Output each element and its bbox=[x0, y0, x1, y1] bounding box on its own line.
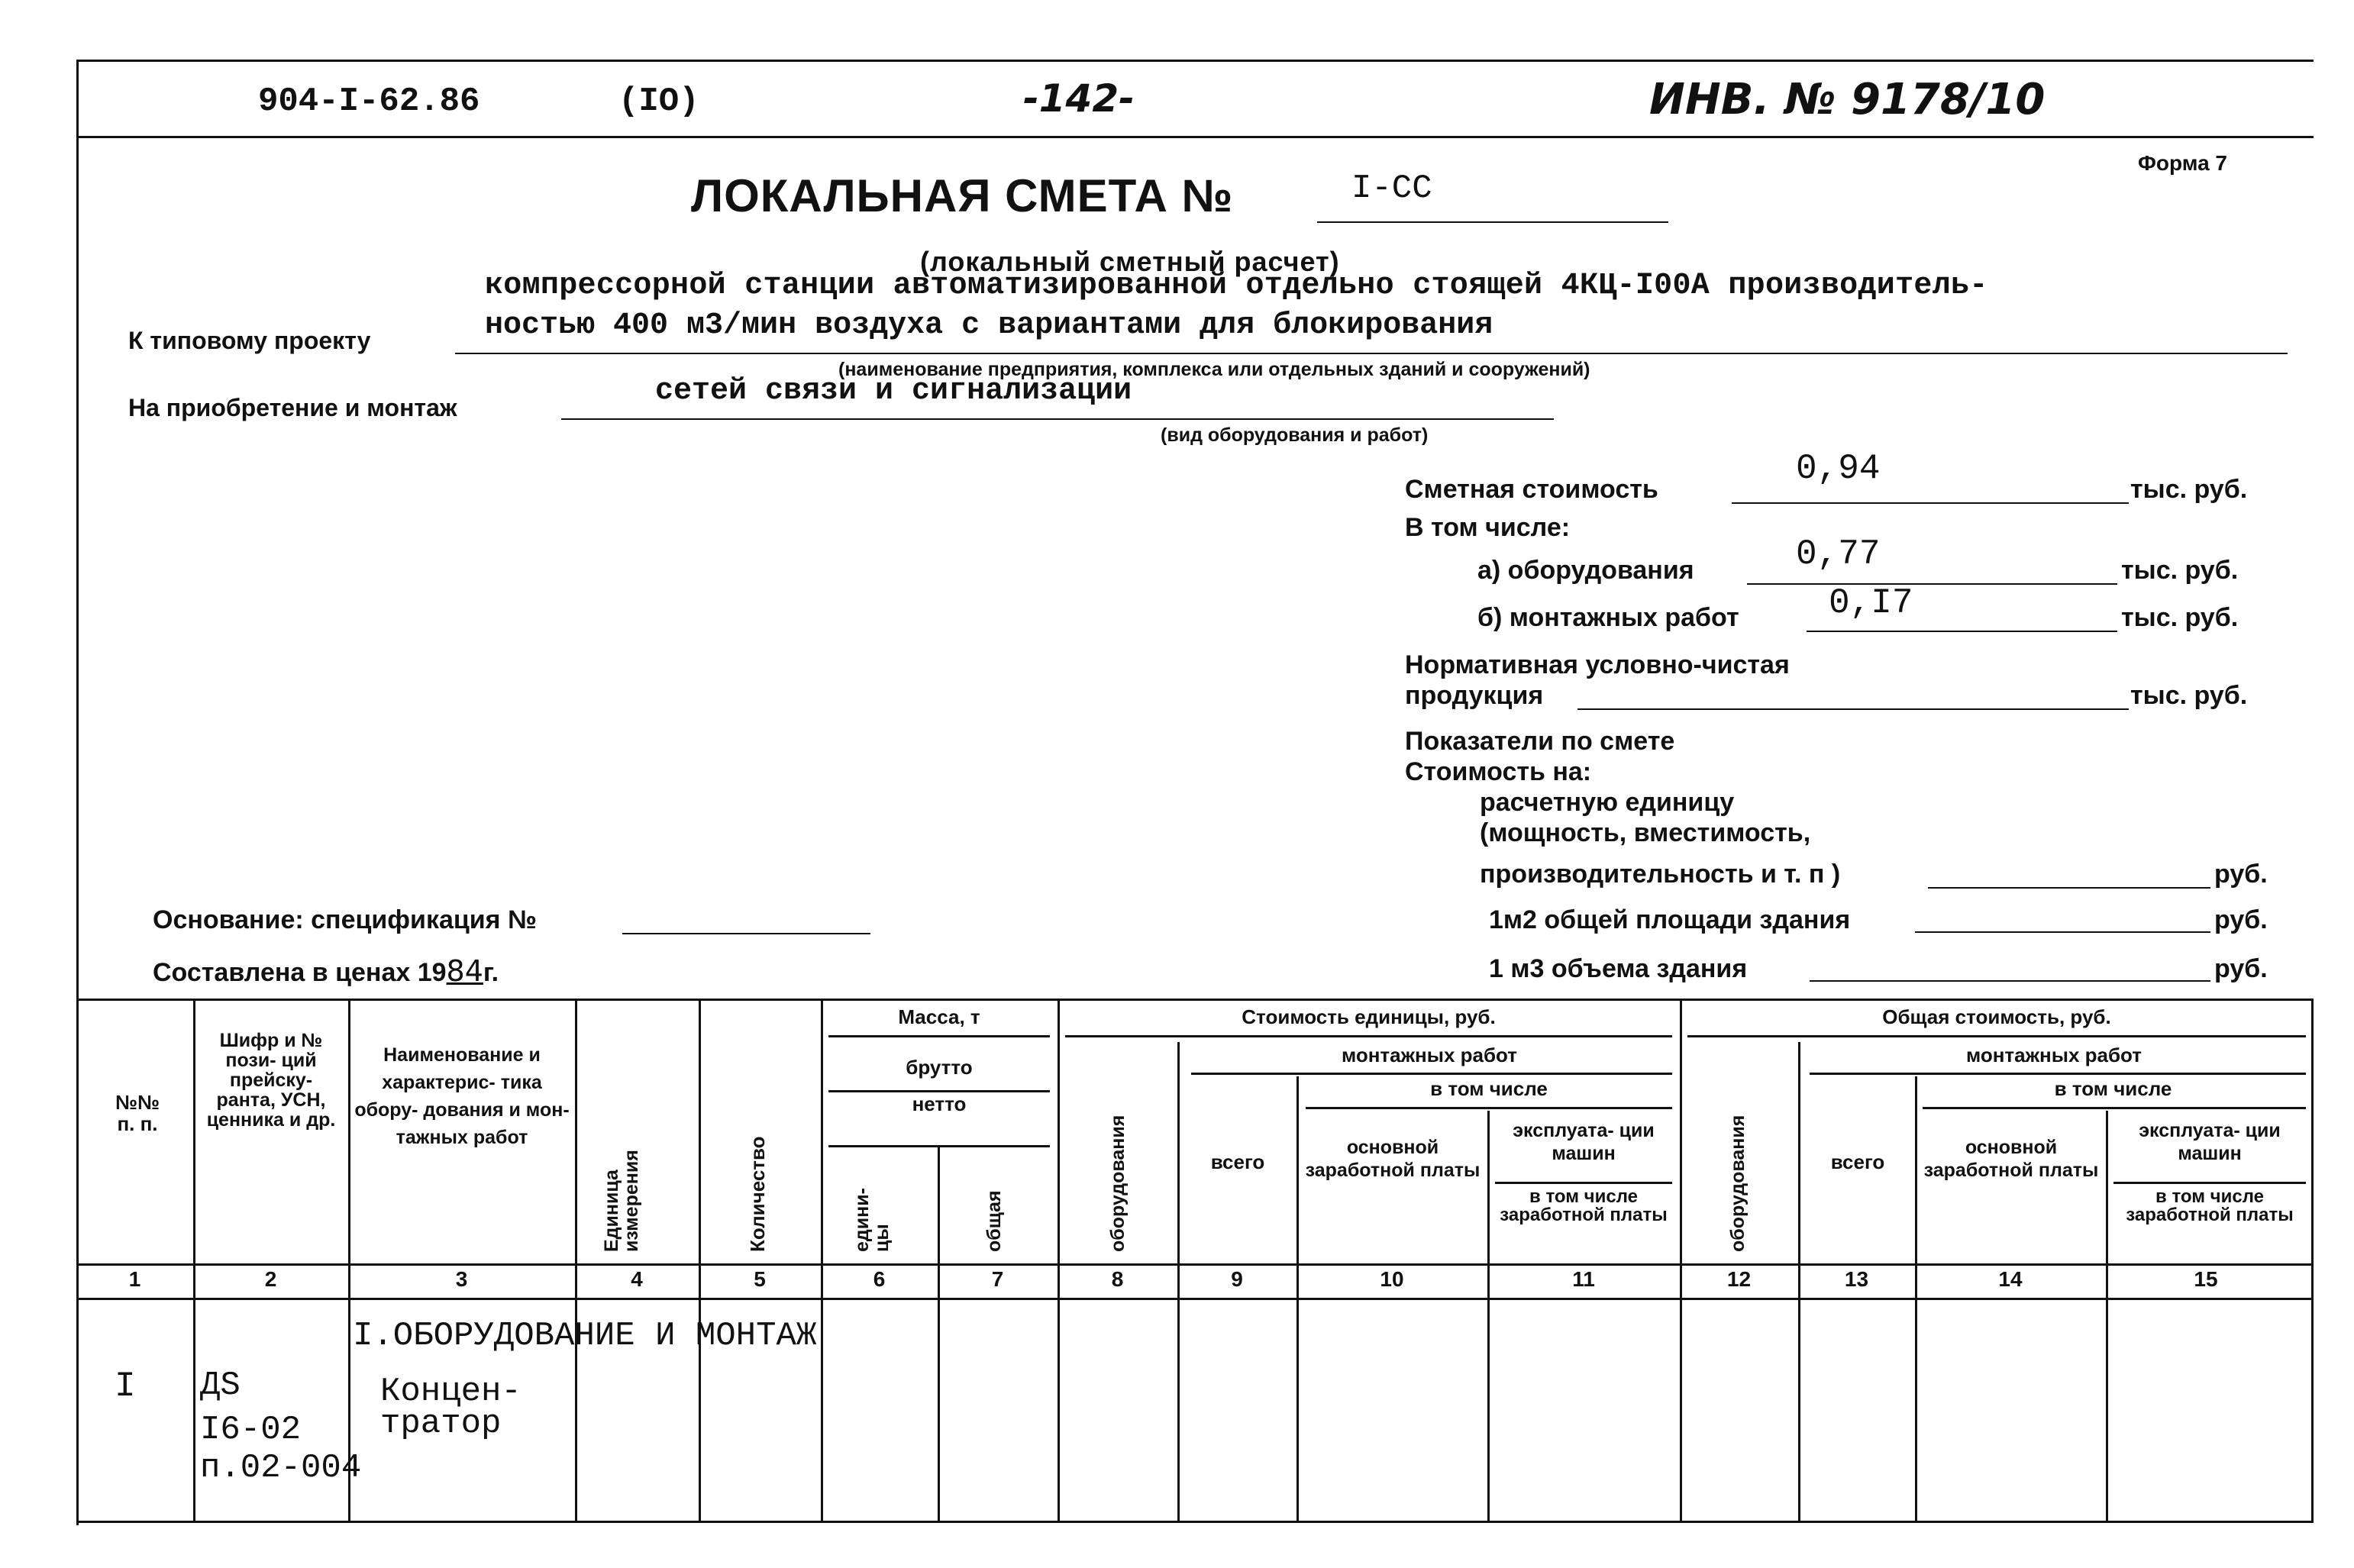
col-number: 1 bbox=[128, 1267, 141, 1291]
row-code-3: п.02-004 bbox=[200, 1449, 362, 1487]
project-caption: (наименование предприятия, комплекса или отдельных зданий и сооружений) bbox=[838, 359, 1590, 380]
purchase-value: сетей связи и сигнализации bbox=[655, 374, 1132, 408]
header-num: №№ п. п. bbox=[115, 1091, 160, 1135]
unit-line-2: (мощность, вместимость, bbox=[1480, 818, 1811, 847]
estimate-number: I-CC bbox=[1351, 169, 1432, 208]
install-cost-value: 0,I7 bbox=[1829, 583, 1913, 623]
row-name-1: Концен- bbox=[380, 1373, 521, 1411]
col-number: 5 bbox=[754, 1267, 766, 1291]
volume-line-label: 1 м3 объема здания bbox=[1489, 954, 1748, 983]
unit-cost-rub: руб. bbox=[2214, 860, 2268, 889]
header-unit-cost: Стоимость единицы, руб. bbox=[1242, 1005, 1496, 1028]
purchase-label: На приобретение и монтаж bbox=[128, 394, 457, 421]
col-line-4 bbox=[699, 999, 701, 1521]
basis-line bbox=[622, 933, 870, 934]
header-machines-wage-unit: в том числе заработной платы bbox=[1500, 1186, 1668, 1225]
header-equipment-unit: оборудования bbox=[1107, 1115, 1129, 1252]
equipment-cost-line bbox=[1747, 583, 2117, 585]
col-line-1 bbox=[193, 999, 195, 1521]
estimated-cost-unit: тыс. руб. bbox=[2130, 475, 2248, 504]
area-line-label: 1м2 общей площади здания bbox=[1489, 905, 1851, 934]
right-border bbox=[2311, 1000, 2314, 1523]
header-wage-total: основной заработной платы bbox=[1923, 1137, 2099, 1181]
page-subtitle: (локальный сметный расчет) bbox=[920, 246, 1340, 277]
header-unit: Единица измерения bbox=[601, 1150, 642, 1252]
header-all-unit: всего bbox=[1210, 1150, 1265, 1173]
col-number: 12 bbox=[1726, 1267, 1752, 1291]
form-label: Форма 7 bbox=[2138, 151, 2228, 175]
row-number: I bbox=[115, 1366, 136, 1406]
normative-unit: тыс. руб. bbox=[2130, 681, 2248, 710]
bottom-border bbox=[76, 1521, 2314, 1523]
volume-cost-line bbox=[1810, 980, 2210, 982]
header-mass-total: общая bbox=[983, 1190, 1005, 1252]
project-line bbox=[455, 353, 2288, 354]
purchase-caption: (вид оборудования и работ) bbox=[1161, 424, 1429, 446]
col-line-14 bbox=[2106, 1111, 2108, 1521]
col-number: 10 bbox=[1380, 1267, 1404, 1291]
equipment-cost-unit: тыс. руб. bbox=[2121, 556, 2239, 585]
estimate-number-line bbox=[1317, 221, 1668, 223]
col-line-9 bbox=[1296, 1076, 1299, 1521]
header-netto: нетто bbox=[912, 1092, 967, 1115]
header-installation-total: монтажных работ bbox=[1965, 1044, 2142, 1066]
doc-code: 904-I-62.86 bbox=[258, 82, 480, 121]
col-line-7 bbox=[1058, 999, 1060, 1521]
area-cost-line bbox=[1915, 931, 2210, 933]
col-number: 6 bbox=[873, 1267, 886, 1291]
cost-on-label: Стоимость на: bbox=[1405, 757, 1592, 786]
header-incl-total: в том числе bbox=[2054, 1077, 2172, 1100]
including-label: В том числе: bbox=[1405, 513, 1571, 542]
project-line2: ностью 400 м3/мин воздуха с вариантами для блокирования bbox=[485, 308, 1493, 343]
col-line-13 bbox=[1915, 1076, 1917, 1521]
col-number: 11 bbox=[1572, 1267, 1595, 1291]
basis-label: Основание: спецификация № bbox=[153, 905, 537, 934]
install-cost-line bbox=[1807, 631, 2117, 632]
col-number: 2 bbox=[264, 1267, 277, 1291]
unit-line-3: производительность и т. п ) bbox=[1480, 860, 1841, 889]
prices-year: 84 bbox=[446, 954, 483, 988]
purchase-line bbox=[561, 418, 1554, 420]
prices-suffix: г. bbox=[483, 958, 499, 987]
table-colnum-bottom bbox=[76, 1298, 2314, 1300]
header-wage-unit: основной заработной платы bbox=[1305, 1137, 1481, 1181]
header-all-total: всего bbox=[1830, 1150, 1885, 1173]
equipment-cost-label: а) оборудования bbox=[1477, 556, 1694, 585]
unit-line-1: расчетную единицу bbox=[1480, 788, 1735, 817]
row-name-2: тратор bbox=[380, 1405, 502, 1443]
project-line1: компрессорной станции автоматизированной отдельно стоящей 4КЦ-I00A производитель- bbox=[485, 269, 1988, 303]
prices-label bbox=[153, 954, 499, 988]
volume-cost-rub: руб. bbox=[2214, 954, 2268, 983]
inventory-number: ИНВ. № 9178/10 bbox=[1649, 75, 2046, 124]
header-incl-unit: в том числе bbox=[1430, 1077, 1548, 1100]
project-label: К типовому проекту bbox=[128, 327, 371, 354]
header-per-unit: едини- цы bbox=[851, 1188, 893, 1252]
header-equipment-total: оборудования bbox=[1727, 1115, 1749, 1252]
col-number: 7 bbox=[991, 1267, 1004, 1291]
col-number: 3 bbox=[455, 1267, 468, 1291]
table-header-bottom bbox=[76, 1263, 2314, 1266]
equipment-cost-value: 0,77 bbox=[1796, 534, 1881, 574]
col-number: 8 bbox=[1111, 1267, 1124, 1291]
page-number: -142- bbox=[1023, 76, 1135, 121]
table-top bbox=[76, 999, 2314, 1001]
header-divider bbox=[76, 136, 2314, 138]
top-border bbox=[76, 60, 2314, 62]
page-title: ЛОКАЛЬНАЯ СМЕТА № bbox=[691, 170, 1234, 221]
estimated-cost-value: 0,94 bbox=[1796, 449, 1881, 489]
left-border bbox=[76, 60, 79, 1525]
col-number: 9 bbox=[1231, 1267, 1243, 1291]
unit-cost-line bbox=[1928, 887, 2210, 889]
normative-line bbox=[1577, 708, 2129, 710]
unitcost-install-line bbox=[1191, 1073, 1672, 1075]
col-number: 13 bbox=[1844, 1267, 1869, 1291]
col-line-10 bbox=[1487, 1111, 1490, 1521]
unitcost-incl-line bbox=[1306, 1107, 1672, 1109]
indicators-title: Показатели по смете bbox=[1405, 727, 1675, 756]
estimated-cost-line bbox=[1732, 502, 2129, 504]
install-cost-unit: тыс. руб. bbox=[2121, 603, 2239, 632]
unitcost-machines-line bbox=[1495, 1182, 1672, 1184]
install-cost-label: б) монтажных работ bbox=[1477, 603, 1739, 632]
estimated-cost-label: Сметная стоимость bbox=[1405, 475, 1658, 504]
totalcost-install-line bbox=[1810, 1073, 2306, 1075]
netto-line bbox=[828, 1145, 1050, 1147]
header-total-cost: Общая стоимость, руб. bbox=[1882, 1005, 2111, 1028]
doc-part: (IO) bbox=[618, 82, 699, 121]
col-number: 15 bbox=[2194, 1267, 2218, 1291]
header-installation-unit: монтажных работ bbox=[1341, 1044, 1518, 1066]
normative-label-1: Нормативная условно-чистая bbox=[1405, 650, 1790, 679]
totalcost-machines-line bbox=[2113, 1182, 2306, 1184]
col-number: 14 bbox=[1998, 1267, 2023, 1291]
prices-prefix: Составлена в ценах 19 bbox=[153, 958, 447, 987]
col-line-2 bbox=[348, 999, 350, 1521]
col-line-3 bbox=[575, 999, 577, 1521]
header-code: Шифр и № пози- ций прейску- ранта, УСН, ценника и др. bbox=[206, 1030, 336, 1131]
header-machines-total: эксплуата- ции машин bbox=[2139, 1120, 2281, 1164]
header-name: Наименование и характерис- тика обору- дования и мон- тажных работ bbox=[354, 1044, 570, 1148]
totalcost-title-line bbox=[1687, 1035, 2306, 1037]
totalcost-incl-line bbox=[1923, 1107, 2306, 1109]
header-machines-unit: эксплуата- ции машин bbox=[1513, 1120, 1655, 1164]
normative-label-2: продукция bbox=[1405, 681, 1544, 710]
row-code-2: I6-02 bbox=[200, 1411, 302, 1449]
header-machines-wage-total: в том числе заработной платы bbox=[2126, 1186, 2294, 1225]
unitcost-title-line bbox=[1065, 1035, 1672, 1037]
row-code-1: ДS bbox=[200, 1366, 241, 1405]
header-qty: Количество bbox=[746, 1136, 769, 1252]
area-cost-rub: руб. bbox=[2214, 905, 2268, 934]
section-title: I.ОБОРУДОВАНИЕ И МОНТАЖ bbox=[353, 1317, 817, 1355]
mass-title-line bbox=[828, 1035, 1050, 1037]
col-number: 4 bbox=[631, 1267, 643, 1291]
col-line-11 bbox=[1680, 999, 1682, 1521]
col-line-6 bbox=[938, 1145, 940, 1521]
header-brutto: брутто bbox=[906, 1056, 973, 1079]
col-line-5 bbox=[821, 999, 823, 1521]
header-mass: Масса, т bbox=[898, 1005, 980, 1028]
